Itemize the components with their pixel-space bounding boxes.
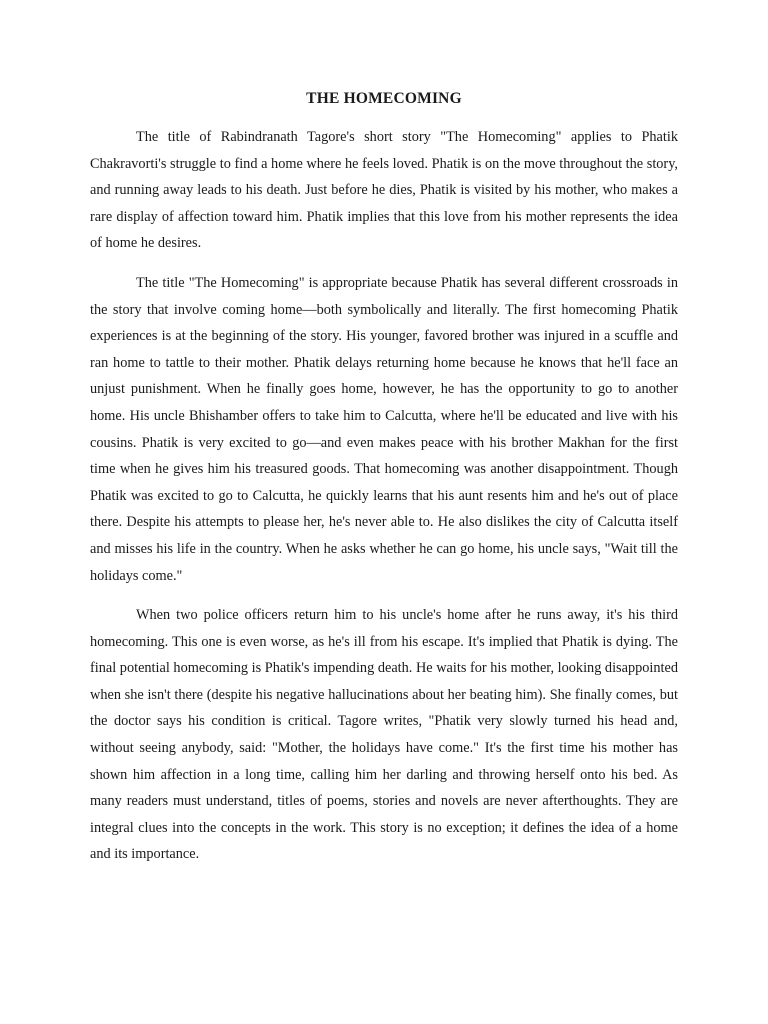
paragraph-2: The title "The Homecoming" is appropriate because Phatik has several different crossroads in the story that involve coming home—both symbolically and literally. The first homecoming Phatik experiences is at the beginning of the story. His younger, favored brother was injured in a scuffle and ran home to tattle to their mother. Phatik delays returning home because he knows that he'll face an unjust punishment. When he finally goes home, however, he has the opportunity to go to another home. His uncle Bhishamber offers to take him to Calcutta, where he'll be educated and live with his cousins. Phatik is very excited to go—and even makes peace with his brother Makhan for the first time when he gives him his treasured goods. That homecoming was another disappointment. Though Phatik was excited to go to Calcutta, he quickly learns that his aunt resents him and he's out of place there. Despite his attempts to please her, he's never able to. He also dislikes the city of Calcutta itself and misses his life in the country. When he asks whether he can go home, his uncle says, "Wait till the holidays come." [90,274,678,584]
paragraph-3: When two police officers return him to his uncle's home after he runs away, it's his third homecoming. This one is even worse, as he's ill from his escape. It's implied that Phatik is dying. The final potential homecoming is Phatik's impending death. He waits for his mother, looking disappointed when she isn't there (despite his negative hallucinations about her beating him). She finally comes, but the doctor says his condition is critical. Tagore writes, "Phatik very slowly turned his head and, without seeing anybody, said: "Mother, the holidays have come." It's the first time his mother has shown him affection in a long time, calling him her darling and throwing herself onto his bed. As many readers must understand, titles of poems, stories and novels are never afterthoughts. They are integral clues into the concepts in the work. This story is no exception; it defines the idea of a home and its importance. [90,607,678,863]
paragraph-1: The title of Rabindranath Tagore's short story "The Homecoming" applies to Phatik Chakravorti's struggle to find a home where he feels loved. Phatik is on the move throughout the story, and running away leads to his death. Just before he dies, Phatik is visited by his mother, who makes a rare display of affection toward him. Phatik implies that this love from his mother represents the idea of home he desires. [90,129,678,252]
document-title: THE HOMECOMING [306,90,462,107]
document-page [90,90,678,881]
